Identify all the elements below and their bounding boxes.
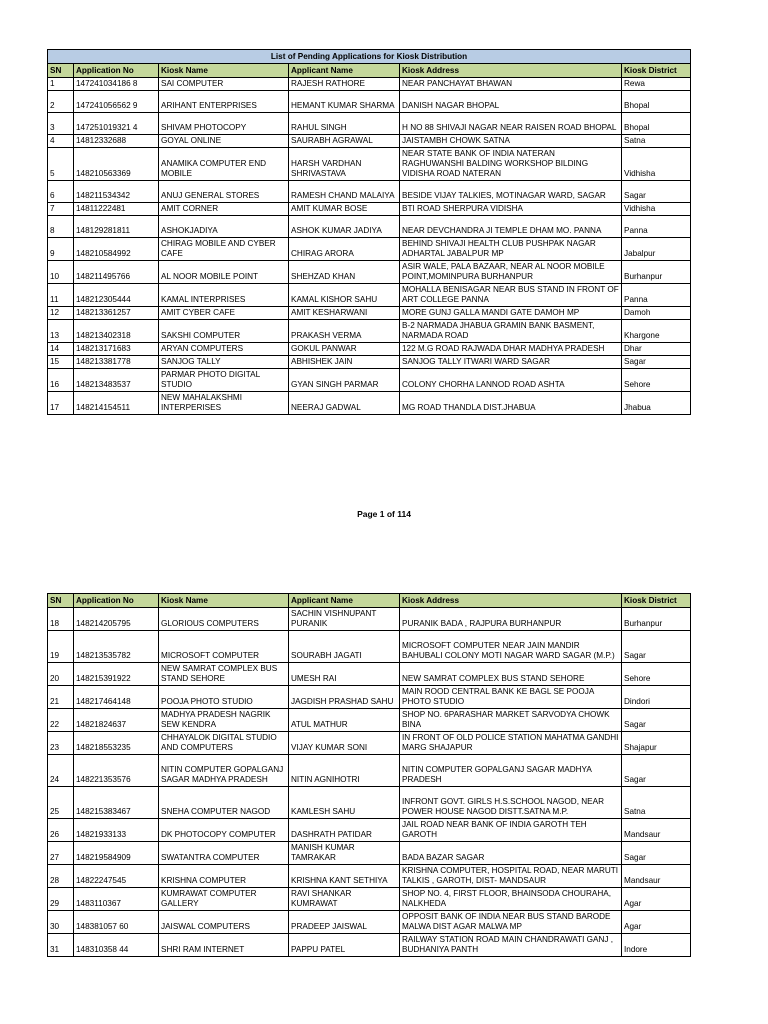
cell-applicant-name: MANISH KUMAR TAMRAKAR (289, 842, 400, 865)
cell-sn: 31 (48, 934, 74, 957)
header-applicant-name: Applicant Name (289, 594, 400, 608)
table-row (48, 686, 691, 709)
cell-kiosk-address: H NO 88 SHIVAJI NAGAR NEAR RAISEN ROAD BHOPAL (400, 113, 622, 135)
cell-kiosk-district: Sehore (622, 663, 691, 686)
cell-kiosk-address: MG ROAD THANDLA DIST.JHABUA (400, 392, 622, 415)
cell-application-no: 148213361257 (74, 307, 159, 320)
cell-kiosk-name: ARIHANT ENTERPRISES (159, 91, 289, 113)
cell-sn: 1 (48, 78, 74, 91)
table-row (48, 284, 691, 307)
cell-kiosk-district: Sagar (622, 356, 691, 369)
cell-applicant-name: KAMLESH SAHU (289, 787, 400, 819)
cell-application-no: 148218553235 (74, 732, 159, 755)
cell-kiosk-address: NEAR STATE BANK OF INDIA NATERAN RAGHUWANSHI BALDING WORKSHOP BILDING VIDISHA ROAD NATERAN (400, 148, 622, 181)
cell-kiosk-name: JAISWAL COMPUTERS (159, 911, 289, 934)
cell-applicant-name: HARSH VARDHAN SHRIVASTAVA (289, 148, 400, 181)
cell-application-no: 147251019321 4 (74, 113, 159, 135)
cell-applicant-name: ATUL MATHUR (289, 709, 400, 732)
cell-kiosk-name: DK PHOTOCOPY COMPUTER (159, 819, 289, 842)
header-applicant-name: Applicant Name (289, 64, 400, 78)
cell-application-no: 14821933133 (74, 819, 159, 842)
cell-kiosk-address: DANISH NAGAR BHOPAL (400, 91, 622, 113)
cell-application-no: 14822247545 (74, 865, 159, 888)
cell-kiosk-district: Khargone (622, 320, 691, 343)
cell-sn: 3 (48, 113, 74, 135)
cell-sn: 28 (48, 865, 74, 888)
cell-applicant-name: GYAN SINGH PARMAR (289, 369, 400, 392)
cell-sn: 15 (48, 356, 74, 369)
table-row (48, 356, 691, 369)
table-row (48, 135, 691, 148)
cell-kiosk-name: ASHOKJADIYA (159, 216, 289, 238)
cell-applicant-name: NITIN AGNIHOTRI (289, 755, 400, 787)
cell-sn: 18 (48, 608, 74, 631)
cell-sn: 20 (48, 663, 74, 686)
cell-sn: 24 (48, 755, 74, 787)
cell-applicant-name: ABHISHEK JAIN (289, 356, 400, 369)
cell-applicant-name: ASHOK KUMAR JADIYA (289, 216, 400, 238)
cell-sn: 13 (48, 320, 74, 343)
table-row (48, 203, 691, 216)
cell-kiosk-address: NEW SAMRAT COMPLEX BUS STAND SEHORE (400, 663, 622, 686)
cell-kiosk-address: RAILWAY STATION ROAD MAIN CHANDRAWATI GANJ , BUDHANIYA PANTH (400, 934, 622, 957)
cell-applicant-name: SHEHZAD KHAN (289, 261, 400, 284)
cell-applicant-name: RAHUL SINGH (289, 113, 400, 135)
table-row (48, 148, 691, 181)
cell-kiosk-address: MOHALLA BENISAGAR NEAR BUS STAND IN FRONT OF ART COLLEGE PANNA (400, 284, 622, 307)
cell-applicant-name: DASHRATH PATIDAR (289, 819, 400, 842)
cell-kiosk-district: Agar (622, 911, 691, 934)
cell-application-no: 148212305444 (74, 284, 159, 307)
cell-kiosk-district: Vidhisha (622, 203, 691, 216)
table-row (48, 732, 691, 755)
cell-applicant-name: JAGDISH PRASHAD SAHU (289, 686, 400, 709)
cell-application-no: 148215383467 (74, 787, 159, 819)
cell-application-no: 148213381778 (74, 356, 159, 369)
cell-kiosk-address: BEHIND SHIVAJI HEALTH CLUB PUSHPAK NAGAR ADHARTAL JABALPUR MP (400, 238, 622, 261)
cell-kiosk-name: AMIT CYBER CAFE (159, 307, 289, 320)
cell-kiosk-district: Rewa (622, 78, 691, 91)
table-row (48, 392, 691, 415)
table-row (48, 787, 691, 819)
cell-sn: 8 (48, 216, 74, 238)
cell-kiosk-district: Sagar (622, 631, 691, 663)
pending-applications-table-page-1 (47, 49, 691, 415)
cell-applicant-name: GOKUL PANWAR (289, 343, 400, 356)
cell-kiosk-district: Mandsaur (622, 865, 691, 888)
cell-application-no: 148215391922 (74, 663, 159, 686)
cell-application-no: 148214154511 (74, 392, 159, 415)
cell-kiosk-name: SNEHA COMPUTER NAGOD (159, 787, 289, 819)
cell-kiosk-district: Burhanpur (622, 608, 691, 631)
cell-application-no: 14812332688 (74, 135, 159, 148)
page-footer: Page 1 of 114 (357, 509, 411, 519)
cell-application-no: 148214205795 (74, 608, 159, 631)
cell-application-no: 148210563369 (74, 148, 159, 181)
table-row (48, 91, 691, 113)
cell-sn: 12 (48, 307, 74, 320)
table-row (48, 663, 691, 686)
header-kiosk-address: Kiosk Address (400, 64, 622, 78)
cell-sn: 4 (48, 135, 74, 148)
cell-kiosk-address: JAIL ROAD NEAR BANK OF INDIA GAROTH TEH GAROTH (400, 819, 622, 842)
table-title-row (48, 50, 691, 64)
cell-kiosk-district: Satna (622, 787, 691, 819)
cell-applicant-name: PRADEEP JAISWAL (289, 911, 400, 934)
cell-kiosk-district: Shajapur (622, 732, 691, 755)
cell-applicant-name: RAJESH RATHORE (289, 78, 400, 91)
cell-sn: 16 (48, 369, 74, 392)
cell-kiosk-district: Dhar (622, 343, 691, 356)
table-row (48, 709, 691, 732)
cell-application-no: 14811222481 (74, 203, 159, 216)
cell-applicant-name: RAVI SHANKAR KUMRAWAT (289, 888, 400, 911)
table-row (48, 216, 691, 238)
table-row (48, 755, 691, 787)
table-row (48, 631, 691, 663)
cell-applicant-name: KAMAL KISHOR SAHU (289, 284, 400, 307)
cell-applicant-name: KRISHNA KANT SETHIYA (289, 865, 400, 888)
cell-application-no: 147241034186 8 (74, 78, 159, 91)
cell-sn: 5 (48, 148, 74, 181)
cell-sn: 19 (48, 631, 74, 663)
cell-kiosk-district: Mandsaur (622, 819, 691, 842)
cell-kiosk-name: NITIN COMPUTER GOPALGANJ SAGAR MADHYA PRADESH (159, 755, 289, 787)
cell-kiosk-district: Bhopal (622, 113, 691, 135)
cell-kiosk-address: NEAR DEVCHANDRA JI TEMPLE DHAM MO. PANNA (400, 216, 622, 238)
cell-application-no: 1483110367 (74, 888, 159, 911)
cell-kiosk-address: NITIN COMPUTER GOPALGANJ SAGAR MADHYA PRADESH (400, 755, 622, 787)
cell-kiosk-district: Agar (622, 888, 691, 911)
cell-kiosk-name: SWATANTRA COMPUTER (159, 842, 289, 865)
cell-kiosk-district: Damoh (622, 307, 691, 320)
table-header-row (48, 594, 691, 608)
cell-kiosk-name: SAI COMPUTER (159, 78, 289, 91)
cell-sn: 11 (48, 284, 74, 307)
cell-sn: 27 (48, 842, 74, 865)
table-row (48, 261, 691, 284)
cell-applicant-name: RAMESH CHAND MALAIYA (289, 181, 400, 203)
cell-kiosk-address: 122 M.G ROAD RAJWADA DHAR MADHYA PRADESH (400, 343, 622, 356)
cell-applicant-name: PAPPU PATEL (289, 934, 400, 957)
table-header-row (48, 64, 691, 78)
header-sn: SN (48, 64, 74, 78)
header-application-no: Application No (74, 594, 159, 608)
cell-kiosk-name: AMIT CORNER (159, 203, 289, 216)
cell-kiosk-name: NEW MAHALAKSHMI INTERPERISES (159, 392, 289, 415)
cell-kiosk-name: GOYAL ONLINE (159, 135, 289, 148)
cell-kiosk-name: CHIRAG MOBILE AND CYBER CAFE (159, 238, 289, 261)
table-row (48, 320, 691, 343)
cell-application-no: 148210584992 (74, 238, 159, 261)
header-kiosk-name: Kiosk Name (159, 594, 289, 608)
cell-applicant-name: UMESH RAI (289, 663, 400, 686)
cell-kiosk-address: SHOP NO. 4, FIRST FLOOR, BHAINSODA CHOURAHA, NALKHEDA (400, 888, 622, 911)
cell-kiosk-address: KRISHNA COMPUTER, HOSPITAL ROAD, NEAR MARUTI TALKIS , GAROTH, DIST- MANDSAUR (400, 865, 622, 888)
cell-kiosk-address: SHOP NO. 6PARASHAR MARKET SARVODYA CHOWK BINA (400, 709, 622, 732)
cell-sn: 6 (48, 181, 74, 203)
cell-kiosk-name: ANUJ GENERAL STORES (159, 181, 289, 203)
cell-application-no: 148213535782 (74, 631, 159, 663)
cell-kiosk-address: ASIR WALE, PALA BAZAAR, NEAR AL NOOR MOBILE POINT,MOMINPURA BURHANPUR (400, 261, 622, 284)
cell-application-no: 148213483537 (74, 369, 159, 392)
cell-sn: 9 (48, 238, 74, 261)
cell-kiosk-name: KUMRAWAT COMPUTER GALLERY (159, 888, 289, 911)
table-row (48, 307, 691, 320)
table-row (48, 911, 691, 934)
cell-kiosk-district: Sagar (622, 709, 691, 732)
table-row (48, 181, 691, 203)
cell-applicant-name: VIJAY KUMAR SONI (289, 732, 400, 755)
cell-applicant-name: NEERAJ GADWAL (289, 392, 400, 415)
cell-kiosk-address: BTI ROAD SHERPURA VIDISHA (400, 203, 622, 216)
table-row (48, 343, 691, 356)
cell-sn: 30 (48, 911, 74, 934)
cell-application-no: 148381057 60 (74, 911, 159, 934)
cell-applicant-name: AMIT KESHARWANI (289, 307, 400, 320)
cell-kiosk-name: SHIVAM PHOTOCOPY (159, 113, 289, 135)
cell-kiosk-name: AL NOOR MOBILE POINT (159, 261, 289, 284)
cell-kiosk-district: Burhanpur (622, 261, 691, 284)
cell-kiosk-address: NEAR PANCHAYAT BHAWAN (400, 78, 622, 91)
cell-sn: 23 (48, 732, 74, 755)
cell-application-no: 148310358 44 (74, 934, 159, 957)
cell-kiosk-name: SANJOG TALLY (159, 356, 289, 369)
cell-kiosk-district: Jhabua (622, 392, 691, 415)
cell-applicant-name: SACHIN VISHNUPANT PURANIK (289, 608, 400, 631)
cell-sn: 21 (48, 686, 74, 709)
cell-kiosk-district: Sagar (622, 755, 691, 787)
cell-kiosk-district: Indore (622, 934, 691, 957)
table-row (48, 78, 691, 91)
page-1-table-region (47, 49, 690, 415)
cell-kiosk-name: GLORIOUS COMPUTERS (159, 608, 289, 631)
cell-applicant-name: SOURABH JAGATI (289, 631, 400, 663)
table-row (48, 934, 691, 957)
table-row (48, 842, 691, 865)
cell-kiosk-district: Jabalpur (622, 238, 691, 261)
cell-applicant-name: CHIRAG ARORA (289, 238, 400, 261)
cell-kiosk-district: Panna (622, 284, 691, 307)
cell-sn: 29 (48, 888, 74, 911)
cell-kiosk-district: Dindori (622, 686, 691, 709)
cell-application-no: 148213171683 (74, 343, 159, 356)
cell-kiosk-district: Satna (622, 135, 691, 148)
cell-sn: 14 (48, 343, 74, 356)
cell-kiosk-address: SANJOG TALLY ITWARI WARD SAGAR (400, 356, 622, 369)
cell-sn: 7 (48, 203, 74, 216)
cell-kiosk-address: MORE GUNJ GALLA MANDI GATE DAMOH MP (400, 307, 622, 320)
cell-applicant-name: HEMANT KUMAR SHARMA (289, 91, 400, 113)
cell-kiosk-name: CHHAYALOK DIGITAL STUDIO AND COMPUTERS (159, 732, 289, 755)
cell-kiosk-district: Bhopal (622, 91, 691, 113)
cell-kiosk-district: Vidhisha (622, 148, 691, 181)
table-row (48, 608, 691, 631)
cell-kiosk-address: JAISTAMBH CHOWK SATNA (400, 135, 622, 148)
cell-sn: 10 (48, 261, 74, 284)
cell-application-no: 148213402318 (74, 320, 159, 343)
cell-application-no: 148221353576 (74, 755, 159, 787)
table-row (48, 113, 691, 135)
header-application-no: Application No (74, 64, 159, 78)
cell-kiosk-address: MICROSOFT COMPUTER NEAR JAIN MANDIR BAHUBALI COLONY MOTI NAGAR WARD SAGAR (M.P.) (400, 631, 622, 663)
pending-applications-table-page-2 (47, 593, 691, 957)
cell-kiosk-name: ANAMIKA COMPUTER END MOBILE (159, 148, 289, 181)
header-sn: SN (48, 594, 74, 608)
table-row (48, 238, 691, 261)
cell-kiosk-name: PARMAR PHOTO DIGITAL STUDIO (159, 369, 289, 392)
cell-application-no: 148217464148 (74, 686, 159, 709)
cell-kiosk-district: Sagar (622, 181, 691, 203)
cell-kiosk-address: COLONY CHORHA LANNOD ROAD ASHTA (400, 369, 622, 392)
cell-application-no: 148219584909 (74, 842, 159, 865)
cell-sn: 25 (48, 787, 74, 819)
cell-sn: 17 (48, 392, 74, 415)
cell-sn: 22 (48, 709, 74, 732)
header-kiosk-name: Kiosk Name (159, 64, 289, 78)
cell-kiosk-address: INFRONT GOVT. GIRLS H.S.SCHOOL NAGOD, NEAR POWER HOUSE NAGOD DISTT.SATNA M.P. (400, 787, 622, 819)
cell-kiosk-address: MAIN ROOD CENTRAL BANK KE BAGL SE POOJA PHOTO STUDIO (400, 686, 622, 709)
cell-kiosk-name: MADHYA PRADESH NAGRIK SEW KENDRA (159, 709, 289, 732)
cell-application-no: 14821824637 (74, 709, 159, 732)
cell-kiosk-district: Panna (622, 216, 691, 238)
cell-kiosk-name: MICROSOFT COMPUTER (159, 631, 289, 663)
header-kiosk-address: Kiosk Address (400, 594, 622, 608)
cell-kiosk-name: POOJA PHOTO STUDIO (159, 686, 289, 709)
cell-kiosk-address: BADA BAZAR SAGAR (400, 842, 622, 865)
cell-kiosk-name: KRISHNA COMPUTER (159, 865, 289, 888)
cell-kiosk-district: Sehore (622, 369, 691, 392)
table-row (48, 865, 691, 888)
cell-sn: 26 (48, 819, 74, 842)
cell-applicant-name: AMIT KUMAR BOSE (289, 203, 400, 216)
cell-applicant-name: SAURABH AGRAWAL (289, 135, 400, 148)
table-row (48, 888, 691, 911)
cell-kiosk-name: SHRI RAM INTERNET (159, 934, 289, 957)
table-row (48, 819, 691, 842)
cell-application-no: 148211495766 (74, 261, 159, 284)
cell-application-no: 148211534342 (74, 181, 159, 203)
cell-application-no: 148129281811 (74, 216, 159, 238)
cell-kiosk-name: SAKSHI COMPUTER (159, 320, 289, 343)
page-2-table-region (47, 593, 690, 957)
cell-kiosk-address: OPPOSIT BANK OF INDIA NEAR BUS STAND BARODE MALWA DIST AGAR MALWA MP (400, 911, 622, 934)
table-title: List of Pending Applications for Kiosk Distribution (48, 50, 691, 64)
cell-kiosk-address: BESIDE VIJAY TALKIES, MOTINAGAR WARD, SAGAR (400, 181, 622, 203)
cell-kiosk-address: B-2 NARMADA JHABUA GRAMIN BANK BASMENT, NARMADA ROAD (400, 320, 622, 343)
cell-application-no: 147241056562 9 (74, 91, 159, 113)
cell-sn: 2 (48, 91, 74, 113)
cell-applicant-name: PRAKASH VERMA (289, 320, 400, 343)
cell-kiosk-district: Sagar (622, 842, 691, 865)
table-row (48, 369, 691, 392)
cell-kiosk-name: ARYAN COMPUTERS (159, 343, 289, 356)
cell-kiosk-address: PURANIK BADA , RAJPURA BURHANPUR (400, 608, 622, 631)
cell-kiosk-address: IN FRONT OF OLD POLICE STATION MAHATMA GANDHI MARG SHAJAPUR (400, 732, 622, 755)
cell-kiosk-name: KAMAL INTERPRISES (159, 284, 289, 307)
header-kiosk-district: Kiosk District (622, 594, 691, 608)
header-kiosk-district: Kiosk District (622, 64, 691, 78)
cell-kiosk-name: NEW SAMRAT COMPLEX BUS STAND SEHORE (159, 663, 289, 686)
